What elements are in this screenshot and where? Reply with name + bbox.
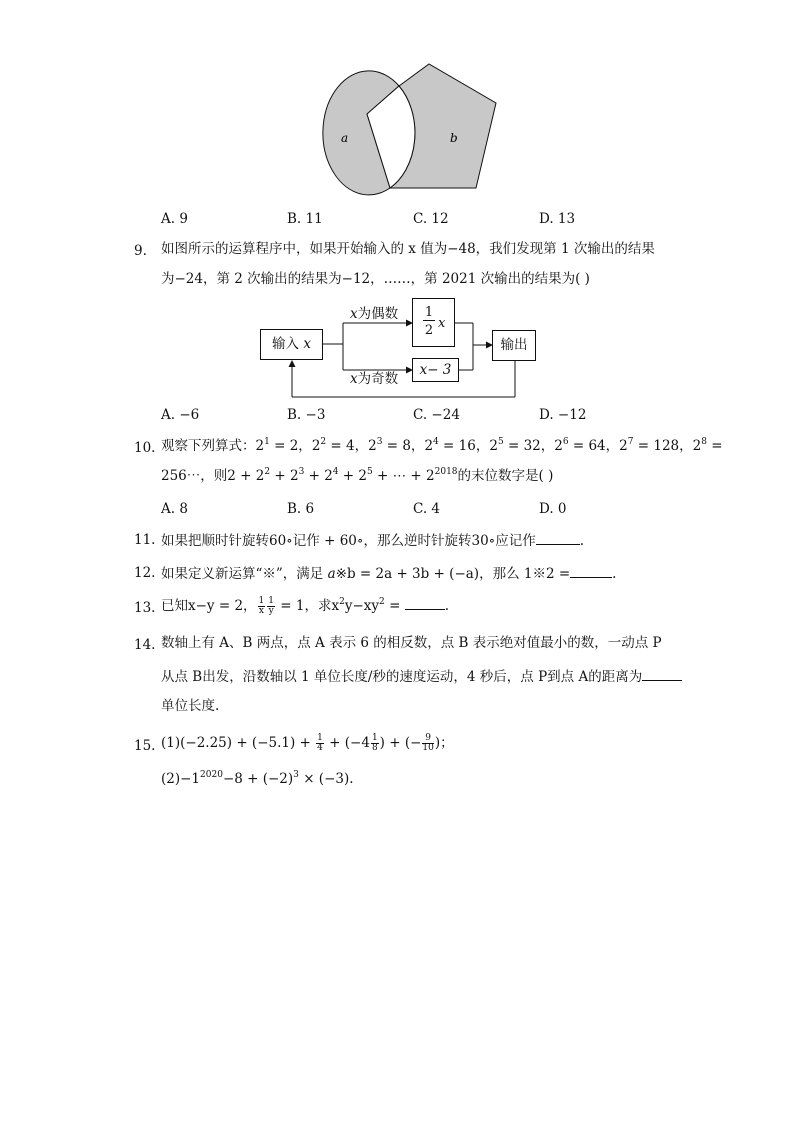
q10-number: 10. <box>134 440 156 456</box>
q12-answer-blank[interactable] <box>570 565 612 578</box>
flow-odd-label: x为奇数 <box>350 371 399 387</box>
q10-option-d: D. 0 <box>539 501 567 517</box>
flow-half-var: x <box>438 316 446 331</box>
q10-line1: 观察下列算式：$2^1 = 2$，$2^2 = 4$，$2^3 = 8$，$2^4 = 16$，$2^5 = 32$，$2^6 = 64$，$2^7 = 128$，$2^8$ = <box>161 437 723 454</box>
q9-number: 9. <box>134 243 147 259</box>
q11-number: 11. <box>134 532 156 548</box>
q9-option-c: C. −24 <box>413 407 460 423</box>
flow-half-numerator: 1 <box>424 305 434 320</box>
q13-number: 13. <box>134 600 156 616</box>
flow-output-text: 输出 <box>500 337 528 353</box>
venn-figure <box>290 58 510 198</box>
q14-number: 14. <box>134 637 156 653</box>
q14-line2: 从点 B出发，沿数轴以 1 单位长度/秒的速度运动，4 秒后，点 P到点 A的距离为 <box>161 668 682 685</box>
q8-option-a: A. 9 <box>161 211 188 227</box>
q13-answer-blank[interactable] <box>405 597 445 610</box>
flow-even-label: x为偶数 <box>350 306 399 322</box>
q8-option-b: B. 11 <box>287 211 323 227</box>
q12-number: 12. <box>134 565 156 581</box>
q15-part1: (1)(−2.25) + (−5.1) + $\frac{1}{4}$ + (−4 $\frac{1}{8}$ ) + (− $\frac{9}{10}$ )； <box>161 733 454 753</box>
q10-option-b: B. 6 <box>287 501 315 517</box>
q14-line1: 数轴上有 A、B 两点，点 A 表示 6 的相反数，点 B 表示绝对值最小的数，一动点 P <box>161 635 662 651</box>
q11-text: 如果把顺时针旋转60∘记作 + 60∘，那么逆时针旋转30∘应记作 . <box>161 533 585 549</box>
q9-line2: 为−24，第 2 次输出的结果为−12，……，第 2021 次输出的结果为( ) <box>161 271 590 287</box>
q15-part2: $(2)-1^{2020}-8 + (-2)^3 \times (-3)$. <box>161 770 354 787</box>
q13-text: 已知x−y = 2， $\frac{1}{x}$ $\frac{1}{y}$ = 1，求$x^2y-xy^2$ = . <box>161 596 449 616</box>
q9-option-d: D. −12 <box>539 407 587 423</box>
flow-half-box <box>412 298 455 347</box>
q10-line2: 256⋯，则$2 + 2^2 + 2^3 + 2^4 + 2^5$ + ⋯ + $2^{2018}$的末位数字是( ) <box>161 467 554 484</box>
q10-option-a: A. 8 <box>161 501 188 517</box>
q9-option-a: A. −6 <box>161 407 200 423</box>
q8-option-d: D. 13 <box>539 211 576 227</box>
q12-text: 如果定义新运算“※”，满足 a※b = 2a + 3b + (−a)，那么 1※2 = . <box>161 566 617 582</box>
q9-line1: 如图所示的运算程序中，如果开始输入的 x 值为−48，我们发现第 1 次输出的结果 <box>161 241 655 257</box>
label-a: a <box>341 131 349 145</box>
flow-input-text: 输入 <box>272 336 300 352</box>
q14-answer-blank[interactable] <box>642 668 682 681</box>
q14-line3: 单位长度. <box>161 698 220 714</box>
flow-minus-text: x− 3 <box>419 362 452 378</box>
q8-option-c: C. 12 <box>413 211 449 227</box>
q15-number: 15. <box>134 738 156 754</box>
flow-minus-box <box>412 358 459 382</box>
q9-option-b: B. −3 <box>287 407 326 423</box>
flow-half-denominator: 2 <box>424 323 434 338</box>
label-b: b <box>450 131 458 145</box>
flow-input-box <box>260 329 323 360</box>
q10-option-c: C. 4 <box>413 501 441 517</box>
q11-answer-blank[interactable] <box>536 532 580 545</box>
flow-input-var: x <box>303 336 311 352</box>
flow-output-box <box>492 330 536 361</box>
